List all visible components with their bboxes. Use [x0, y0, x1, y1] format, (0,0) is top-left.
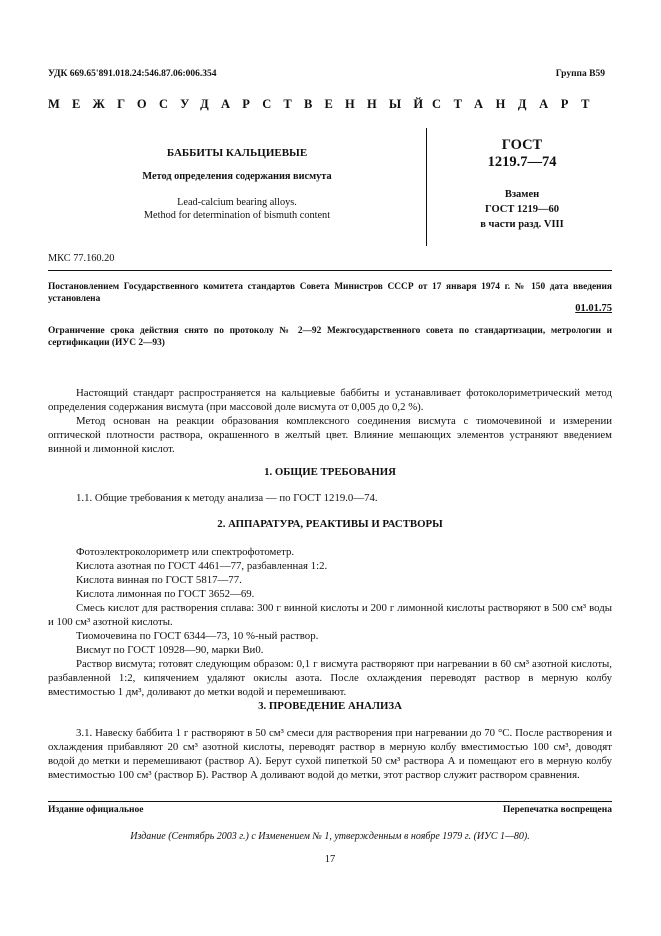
standard-title: БАББИТЫ КАЛЬЦИЕВЫЕ: [166, 147, 308, 159]
gost-label: ГОСТ: [501, 137, 543, 153]
intro-scope: Настоящий стандарт распространяется на кальциевые баббиты и устанавливает фотоколориметрический метод определения содержания висмута (при массовой доле висмута от 0,005 до 0,2 %).: [48, 387, 612, 413]
limitation-note: Ограничение срока действия снято по протоколу № 2—92 Межгосударственного совета по стандартизации, метрологии и сертификации (ИУС 2—93): [48, 326, 612, 348]
clause-1-1: 1.1. Общие требования к методу анализа — по ГОСТ 1219.0—74.: [76, 492, 378, 504]
section-2-body: [48, 545, 612, 699]
reagent-item: Кислота азотная по ГОСТ 4461—77, разбавленная 1:2.: [76, 560, 328, 572]
section-3-heading: 3. ПРОВЕДЕНИЕ АНАЛИЗА: [258, 700, 402, 712]
intro: [48, 386, 612, 456]
title-block: [48, 147, 426, 222]
section-2-heading: 2. АППАРАТУРА, РЕАКТИВЫ И РАСТВОРЫ: [217, 518, 443, 530]
reagent-item: Кислота лимонная по ГОСТ 3652—69.: [76, 588, 255, 600]
reagent-item: Фотоэлектроколориметр или спектрофотометр.: [76, 546, 295, 558]
english-subtitle: Method for determination of bismuth content: [143, 210, 331, 221]
reagent-item: Висмут по ГОСТ 10928—90, марки Ви0.: [76, 644, 264, 656]
clause-3-1: 3.1. Навеску баббита 1 г растворяют в 50 см³ смеси для растворения при нагревании до 70 °С. После растворения и охлаждения прибавляют 20 см³ азотной кислоты, переводят раствор в мерную колбу вместимостью 100 см³, доводят водой до метки и перемешивают (раствор А). Берут сухой пипеткой 50 см³ раствора А и помещают его в мерную колбу вместимостью 100 см³ (раствор Б). Раствор А доливают водой до метки, этот раствор служит раствором сравнения.: [48, 727, 612, 781]
title-english: [48, 196, 426, 222]
reagent-item: Кислота винная по ГОСТ 5817—77.: [76, 574, 242, 586]
page-number: 17: [324, 854, 336, 865]
edition-note: Издание (Сентябрь 2003 г.) с Изменением № 1, утвержденным в ноябре 1979 г. (ИУС 1—80).: [130, 831, 530, 842]
replaces-label: Взамен: [504, 189, 540, 200]
udk-code: УДК 669.65'891.018.24:546.87.06:006.354: [48, 69, 217, 79]
effective-date: 01.01.75: [575, 303, 612, 314]
footer-rule: [48, 801, 612, 802]
english-title: Lead-calcium bearing alloys.: [177, 197, 297, 208]
mks-rule: [48, 270, 612, 271]
group-code: Группа В59: [555, 69, 605, 79]
section-3-body: [48, 726, 612, 782]
acid-mixture: Смесь кислот для растворения сплава: 300 г винной кислоты и 200 г лимонной кислоты растворяют в 500 см³ воды и 100 см³ азотной кислоты.: [48, 602, 612, 628]
designation-block: [432, 137, 612, 232]
title-divider: [426, 128, 427, 246]
reagent-item: Тиомочевина по ГОСТ 6344—73, 10 %-ный раствор.: [76, 630, 319, 642]
standard-subtitle: Метод определения содержания висмута: [142, 171, 332, 182]
decree-text: Постановлением Государственного комитета стандартов Совета Министров СССР от 17 января 1974 г. № 150 дата введения установлена: [48, 282, 612, 304]
section-1-heading: 1. ОБЩИЕ ТРЕБОВАНИЯ: [264, 466, 396, 478]
gost-number: 1219.7—74: [487, 154, 557, 170]
section-1-body: [48, 491, 612, 505]
intro-method: Метод основан на реакции образования комплексного соединения висмута с тиомочевиной и измерении оптической плотности раствора, окрашенного в желтый цвет. Влияние мешающих элементов устраняют введением винной и лимонной кислот.: [48, 415, 612, 455]
banner-standard: СТАНДАРТ: [432, 97, 603, 111]
replaces-standard: ГОСТ 1219—60: [485, 204, 559, 215]
official-edition: Издание официальное: [48, 805, 144, 815]
reprint-prohibited: Перепечатка воспрещена: [502, 805, 612, 815]
mks-code: МКС 77.160.20: [48, 253, 115, 264]
bismuth-solution: Раствор висмута; готовят следующим образом: 0,1 г висмута растворяют при нагревании в 60 см³ азотной кислоты, разбавленной 1:2, кипячением удаляют окислы азота. После охлаждения переводят раствор в мерную колбу вместимостью 1 дм³, доливают до метки водой и перемешивают.: [48, 658, 612, 698]
replaces-part: в части разд. VIII: [480, 219, 564, 230]
banner-interstate: МЕЖГОСУДАРСТВЕННЫЙ: [48, 97, 436, 111]
